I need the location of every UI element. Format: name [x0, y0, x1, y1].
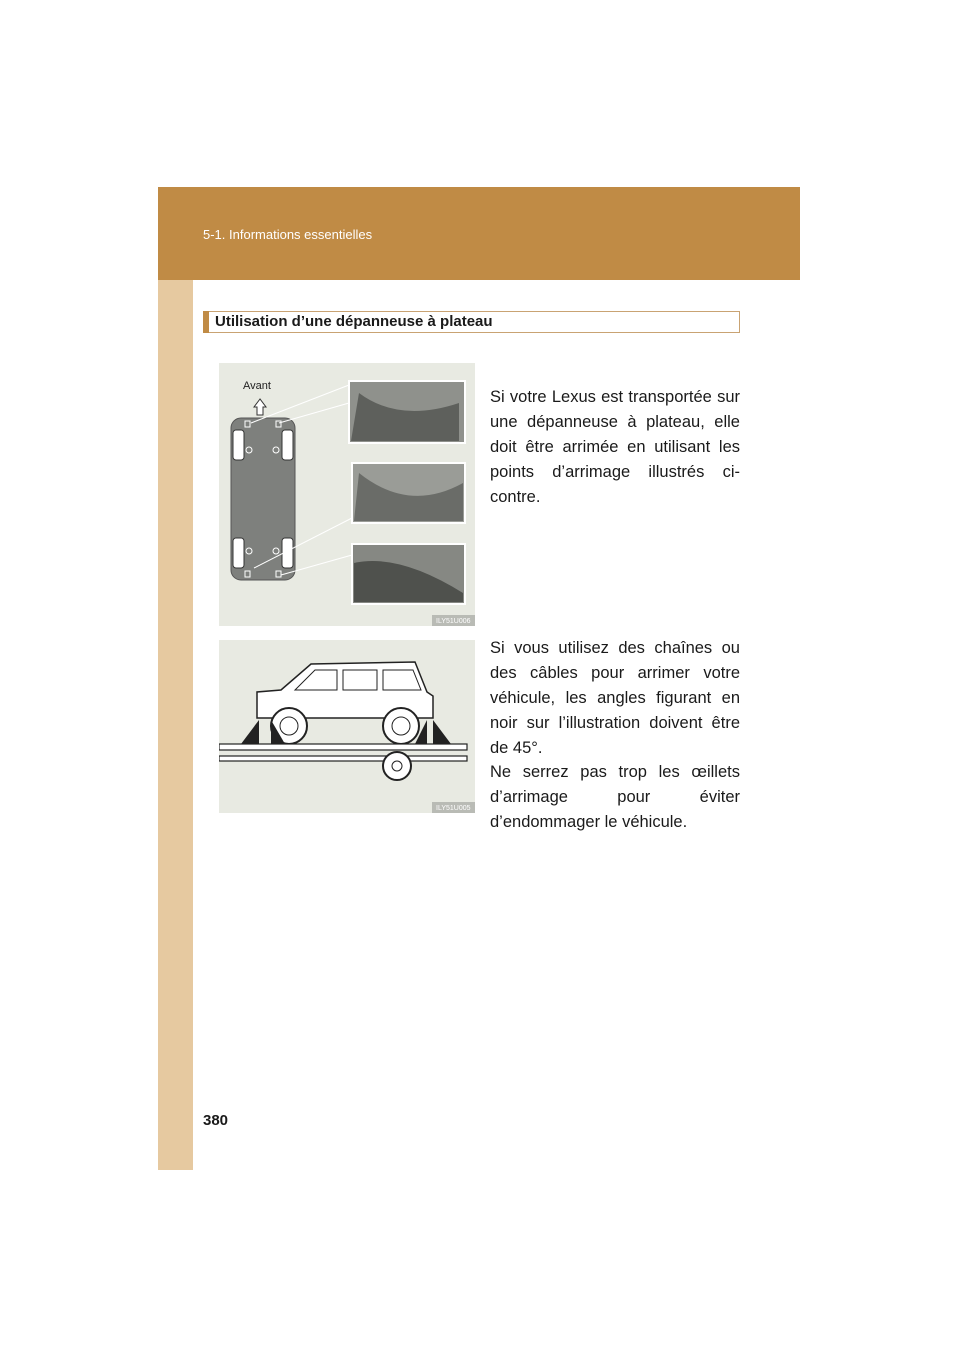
angle-marker	[433, 720, 451, 744]
figure-code: ILY51U005	[436, 805, 471, 812]
leader-line	[279, 403, 349, 423]
flatbed-illustration	[219, 640, 475, 813]
trailer-wheel	[383, 752, 411, 780]
wheel-front-left	[233, 430, 244, 460]
front-label: Avant	[243, 380, 271, 392]
angle-marker	[241, 720, 259, 744]
rear-wheel	[383, 708, 419, 744]
paragraph-angles: Si vous utilisez des chaînes ou des câbles pour arrimer votre véhicule, les angles figurant en noir sur l’illustration doivent être de 45°.	[490, 639, 740, 757]
wheel-rear-left	[233, 538, 244, 568]
wheel-front-right	[282, 430, 293, 460]
flatbed-deck	[219, 744, 467, 750]
subheading: Utilisation d’une dépanneuse à plateau	[215, 313, 493, 330]
tie-down-illustration	[219, 363, 475, 626]
figure-code: ILY51U006	[436, 618, 471, 625]
subheading-marker	[203, 311, 209, 333]
paragraph-intro: Si votre Lexus est transportée sur une dépanneuse à plateau, elle doit être arrimée en utilisant les points d’arrimage illustrés ci-contre.	[490, 388, 740, 506]
flatbed-frame	[219, 756, 467, 761]
front-arrow-icon	[254, 399, 266, 415]
tie-down-points-figure	[219, 363, 475, 626]
section-title: 5-1. Informations essentielles	[203, 227, 373, 242]
page-number: 380	[203, 1112, 229, 1129]
flatbed-side-figure	[219, 640, 475, 813]
window-middle	[343, 670, 377, 690]
paragraph-warning: Ne serrez pas trop les œillets d’arrimage pour éviter d’endommager le véhicule.	[490, 763, 740, 831]
side-strip	[158, 280, 193, 1170]
